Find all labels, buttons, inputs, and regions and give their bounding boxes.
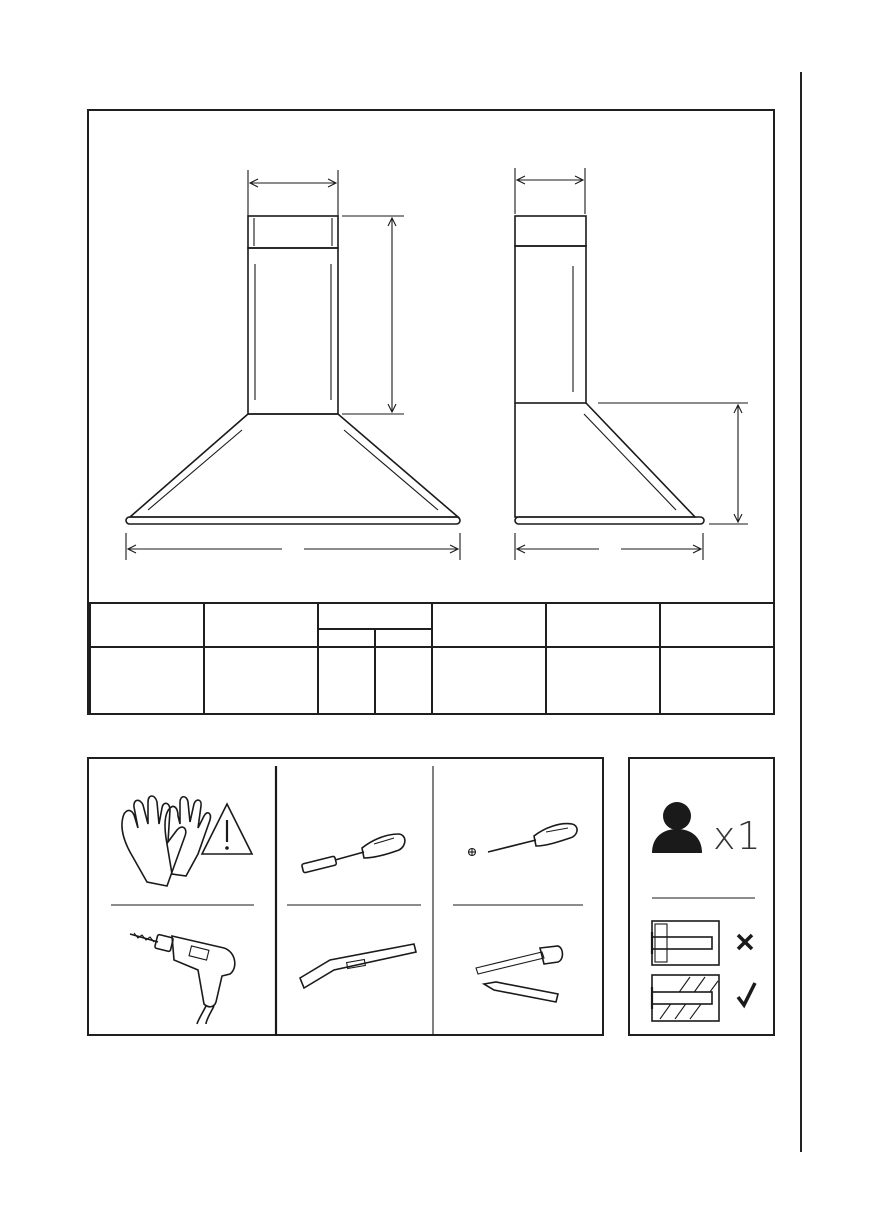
spec-value-cell xyxy=(90,647,204,714)
spec-value-cell xyxy=(432,647,546,714)
spec-value-cell xyxy=(375,647,432,714)
spec-subheader-cell xyxy=(318,629,375,647)
spec-table xyxy=(89,602,775,715)
spec-subheader-cell xyxy=(375,629,432,647)
tools-grid xyxy=(89,759,606,1038)
person-icon xyxy=(652,802,702,853)
spec-value-cell xyxy=(318,647,375,714)
nut-driver-icon xyxy=(302,834,405,873)
spec-header-cell xyxy=(318,603,432,629)
installer-graphics xyxy=(630,759,777,1038)
spec-header-cell xyxy=(204,603,318,647)
spec-header-cell xyxy=(432,603,546,647)
page-margin-rule xyxy=(800,72,802,1152)
spec-header-cell xyxy=(546,603,660,647)
chimney-hood-front-view xyxy=(126,170,460,560)
spirit-level-icon xyxy=(300,944,416,988)
gloves-warning-icon xyxy=(122,796,252,886)
wall-plug-hollow-icon xyxy=(652,921,719,965)
cross-icon xyxy=(738,935,752,949)
phillips-screwdriver-icon xyxy=(469,824,578,856)
tools-panel xyxy=(87,757,604,1036)
spec-header-cell xyxy=(90,603,204,647)
power-drill-icon xyxy=(130,933,235,1024)
check-icon xyxy=(738,983,755,1005)
installer-count-label: x1 xyxy=(713,814,762,858)
spec-value-cell xyxy=(546,647,660,714)
wall-plug-solid-icon xyxy=(652,975,719,1021)
tape-measure-pencil-icon xyxy=(476,946,563,1002)
spec-value-cell xyxy=(660,647,774,714)
spec-header-cell xyxy=(660,603,774,647)
chimney-hood-side-view xyxy=(515,168,748,560)
installer-count-panel xyxy=(628,757,775,1036)
dimensions-panel xyxy=(87,109,775,715)
spec-value-cell xyxy=(204,647,318,714)
